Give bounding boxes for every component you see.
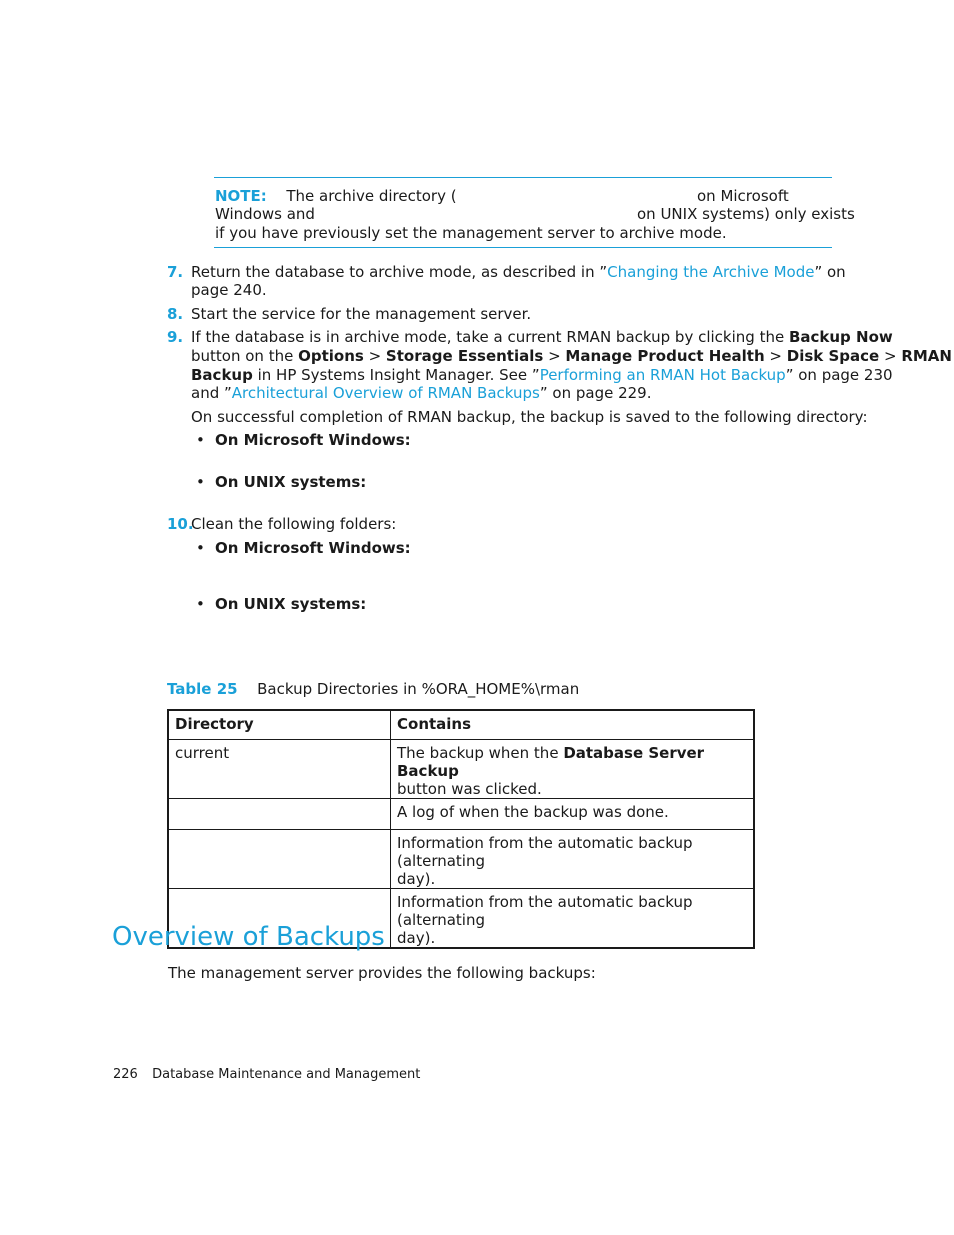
table-cell-contains bbox=[391, 889, 755, 949]
table-caption-text: Backup Directories in %ORA_HOME%\rman bbox=[257, 680, 580, 698]
bullet-dot: • bbox=[196, 473, 205, 491]
table-row bbox=[168, 830, 754, 889]
step-8-text: Start the service for the management server. bbox=[191, 305, 532, 323]
note-top-rule bbox=[214, 177, 832, 178]
menu-sep: > bbox=[543, 347, 566, 365]
bullet-label: On Microsoft Windows: bbox=[215, 431, 411, 449]
bullet-dot: • bbox=[196, 539, 205, 557]
step-9-line-1 bbox=[191, 328, 893, 346]
link-changing-archive-mode[interactable]: Changing the Archive Mode bbox=[607, 263, 815, 281]
cell-text: Information from the automatic backup (alternating bbox=[397, 834, 693, 870]
table-cell-contains bbox=[391, 830, 755, 889]
menu-backup: Backup bbox=[191, 366, 253, 384]
table-cell-directory bbox=[168, 799, 391, 830]
note-line-1 bbox=[215, 187, 457, 205]
step-9-bullet-unix bbox=[215, 473, 366, 491]
note-text-2b: on UNIX systems) only exists bbox=[637, 205, 855, 223]
step-9-text-4: and ” bbox=[191, 384, 232, 402]
note-text-1b: on Microsoft bbox=[697, 187, 789, 205]
table-header-contains: Contains bbox=[391, 710, 755, 740]
cell-text: The backup when the bbox=[397, 744, 564, 762]
cell-text: button was clicked. bbox=[397, 780, 542, 798]
link-performing-rman-hot-backup[interactable]: Performing an RMAN Hot Backup bbox=[539, 366, 786, 384]
menu-sep: > bbox=[764, 347, 787, 365]
menu-options: Options bbox=[298, 347, 364, 365]
cell-text: day). bbox=[397, 870, 436, 888]
bullet-label: On UNIX systems: bbox=[215, 473, 367, 491]
note-text-2a: Windows and bbox=[215, 205, 315, 223]
note-bottom-rule bbox=[214, 247, 832, 248]
step-8-number: 8. bbox=[167, 305, 184, 323]
step-9-text-4b: ” on page 229. bbox=[539, 384, 652, 402]
cell-text: Information from the automatic backup (alternating bbox=[397, 893, 693, 929]
table-header-row bbox=[168, 710, 754, 740]
step-9-text-1: If the database is in archive mode, take a current RMAN backup by clicking the bbox=[191, 328, 789, 346]
step-10-text: Clean the following folders: bbox=[191, 515, 397, 533]
step-7-post: ” on bbox=[814, 263, 846, 281]
link-architectural-overview-rman[interactable]: Architectural Overview of RMAN Backups bbox=[231, 384, 540, 402]
step-10-bullet-windows bbox=[215, 539, 411, 557]
backup-directories-table bbox=[167, 709, 755, 949]
table-cell-contains bbox=[391, 740, 755, 799]
bullet-dot: • bbox=[196, 595, 205, 613]
table-row bbox=[168, 799, 754, 830]
table-caption bbox=[167, 680, 579, 698]
table-cell-contains: A log of when the backup was done. bbox=[391, 799, 755, 830]
cell-bold: Database Server Backup bbox=[397, 744, 705, 780]
menu-sep: > bbox=[879, 347, 902, 365]
table-cell-directory bbox=[168, 830, 391, 889]
table-row bbox=[168, 740, 754, 799]
menu-sep: > bbox=[363, 347, 386, 365]
step-9-bullet-windows bbox=[215, 431, 411, 449]
step-9-text-2: button on the bbox=[191, 347, 299, 365]
menu-storage-essentials: Storage Essentials bbox=[385, 347, 544, 365]
step-7-text: Return the database to archive mode, as described in ” bbox=[191, 263, 608, 281]
table-header-directory: Directory bbox=[168, 710, 391, 740]
note-text-3: if you have previously set the management server to archive mode. bbox=[215, 224, 727, 242]
table-cell-directory: current bbox=[168, 740, 391, 799]
step-10-number: 10. bbox=[167, 515, 194, 533]
step-9-number: 9. bbox=[167, 328, 184, 346]
step-7-line-1 bbox=[191, 263, 846, 281]
step-9-line-3 bbox=[191, 366, 893, 384]
step-9-text-3b: ” on page 230 bbox=[785, 366, 893, 384]
menu-rman: RMAN bbox=[901, 347, 952, 365]
menu-manage-product-health: Manage Product Health bbox=[565, 347, 765, 365]
section-intro: The management server provides the following backups: bbox=[168, 964, 596, 982]
cell-text: day). bbox=[397, 929, 436, 947]
step-9-text-3: in HP Systems Insight Manager. See ” bbox=[252, 366, 540, 384]
note-text-1a: The archive directory ( bbox=[286, 187, 457, 205]
section-heading: Overview of Backups bbox=[112, 922, 385, 952]
step-9-line-2 bbox=[191, 347, 952, 365]
page-footer bbox=[113, 1067, 420, 1082]
page-number: 226 bbox=[113, 1067, 138, 1082]
step-7-line-2: page 240. bbox=[191, 281, 267, 299]
menu-disk-space: Disk Space bbox=[786, 347, 880, 365]
bullet-label: On UNIX systems: bbox=[215, 595, 367, 613]
step-9-line-4 bbox=[191, 384, 651, 402]
note-label: NOTE: bbox=[215, 187, 267, 205]
backup-now-label: Backup Now bbox=[788, 328, 893, 346]
step-7-number: 7. bbox=[167, 263, 184, 281]
step-10-bullet-unix bbox=[215, 595, 366, 613]
footer-title: Database Maintenance and Management bbox=[152, 1067, 421, 1082]
bullet-label: On Microsoft Windows: bbox=[215, 539, 411, 557]
table-caption-label: Table 25 bbox=[167, 680, 238, 698]
step-9-paragraph: On successful completion of RMAN backup, the backup is saved to the following directory: bbox=[191, 408, 868, 426]
bullet-dot: • bbox=[196, 431, 205, 449]
